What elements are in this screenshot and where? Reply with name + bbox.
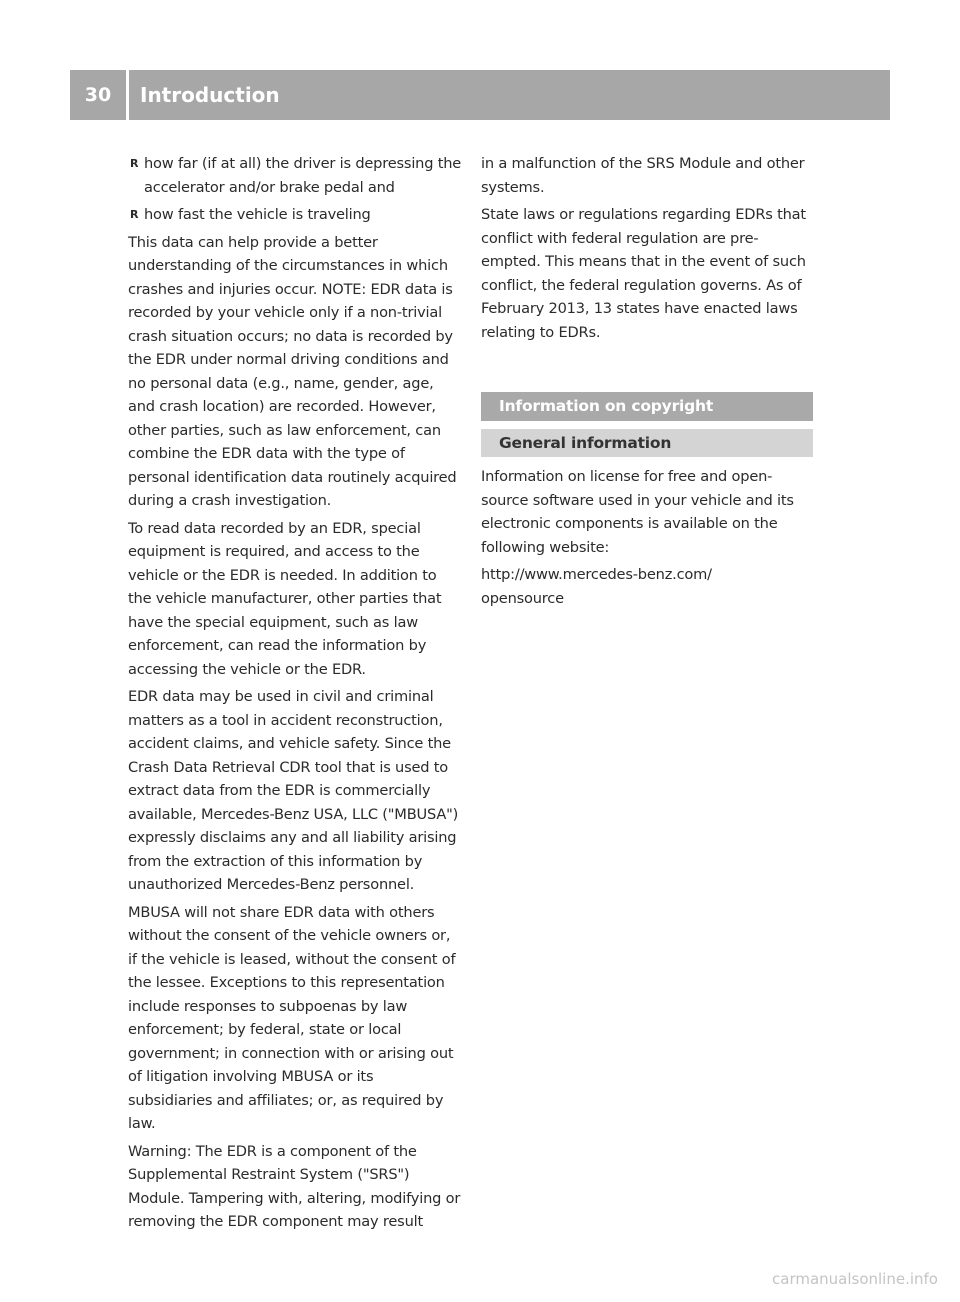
bullet-marker-icon: R: [130, 208, 139, 221]
bullet-marker-icon: R: [130, 157, 139, 170]
paragraph-continuation: in a malfunction of the SRS Module and other systems.: [481, 155, 805, 196]
url-line-1[interactable]: http://www.mercedes-benz.com/: [481, 566, 712, 583]
heading-copyright: Information on copyright: [481, 392, 813, 421]
paragraph-edr-reading: To read data recorded by an EDR, special equipment is required, and access to the vehicle or the EDR is needed. In addition to the vehicle manufacturer, other parties that have the special equipment, such as law enforcement, can read the information by accessing the vehicle or the EDR.: [128, 519, 442, 678]
page-number: 30: [84, 84, 112, 106]
bullet-text: how fast the vehicle is traveling: [144, 206, 371, 223]
bullet-text: how far (if at all) the driver is depressing the accelerator and/or brake pedal and: [144, 155, 462, 196]
paragraph-edr-usage: EDR data may be used in civil and criminal matters as a tool in accident reconstruction, accident claims, and vehicle safety. Since the Crash Data Retrieval CDR tool that is used to extract data from the EDR is commercially available, Mercedes-Benz USA, LLC ("MBUSA") expressly disclaims any and all liability arising from the extraction of this information by unauthorized Mercedes-Benz personnel.: [128, 688, 459, 893]
paragraph-edr-data: This data can help provide a better understanding of the circumstances in which crashes and injuries occur. NOTE: EDR data is recorded by your vehicle only if a non-trivial crash situation occurs; no data is recorded by the EDR under normal driving conditions and no personal data (e.g., name, gender, age, and crash location) are recorded. However, other parties, such as law enforcement, can combine the EDR data with the type of personal identification data routinely acquired during a crash investigation.: [128, 233, 457, 509]
paragraph-warning: Warning: The EDR is a component of the Supplemental Restraint System ("SRS") Module. Tampering with, altering, modifying or removing the EDR component may result: [128, 1142, 461, 1230]
header-divider: [126, 70, 129, 120]
section-title: Introduction: [140, 83, 280, 107]
left-column: [128, 152, 462, 1238]
opensource-url[interactable]: [481, 563, 813, 610]
bullet-item: [128, 203, 462, 227]
bullet-item: [128, 152, 462, 199]
right-column: [481, 152, 813, 614]
paragraph-mbusa-sharing: MBUSA will not share EDR data with others without the consent of the vehicle owners or, if the vehicle is leased, without the consent of the lessee. Exceptions to this representation include responses to subpoenas by law enforcement; by federal, state or local government; in connection with or arising out of litigation involving MBUSA or its subsidiaries and affiliates; or, as required by law.: [128, 903, 456, 1132]
page-header: [70, 70, 890, 120]
watermark: carmanualsonline.info: [772, 1270, 938, 1288]
paragraph-license-info: Information on license for free and open-source software used in your vehicle and its electronic components is available on the following website:: [481, 468, 794, 556]
paragraph-state-laws: State laws or regulations regarding EDRs that conflict with federal regulation are pre-empted. This means that in the event of such conflict, the federal regulation governs. As of February 2013, 13 states have enacted laws relating to EDRs.: [481, 206, 806, 341]
url-line-2[interactable]: opensource: [481, 589, 564, 607]
heading-general-information: General information: [481, 429, 813, 457]
